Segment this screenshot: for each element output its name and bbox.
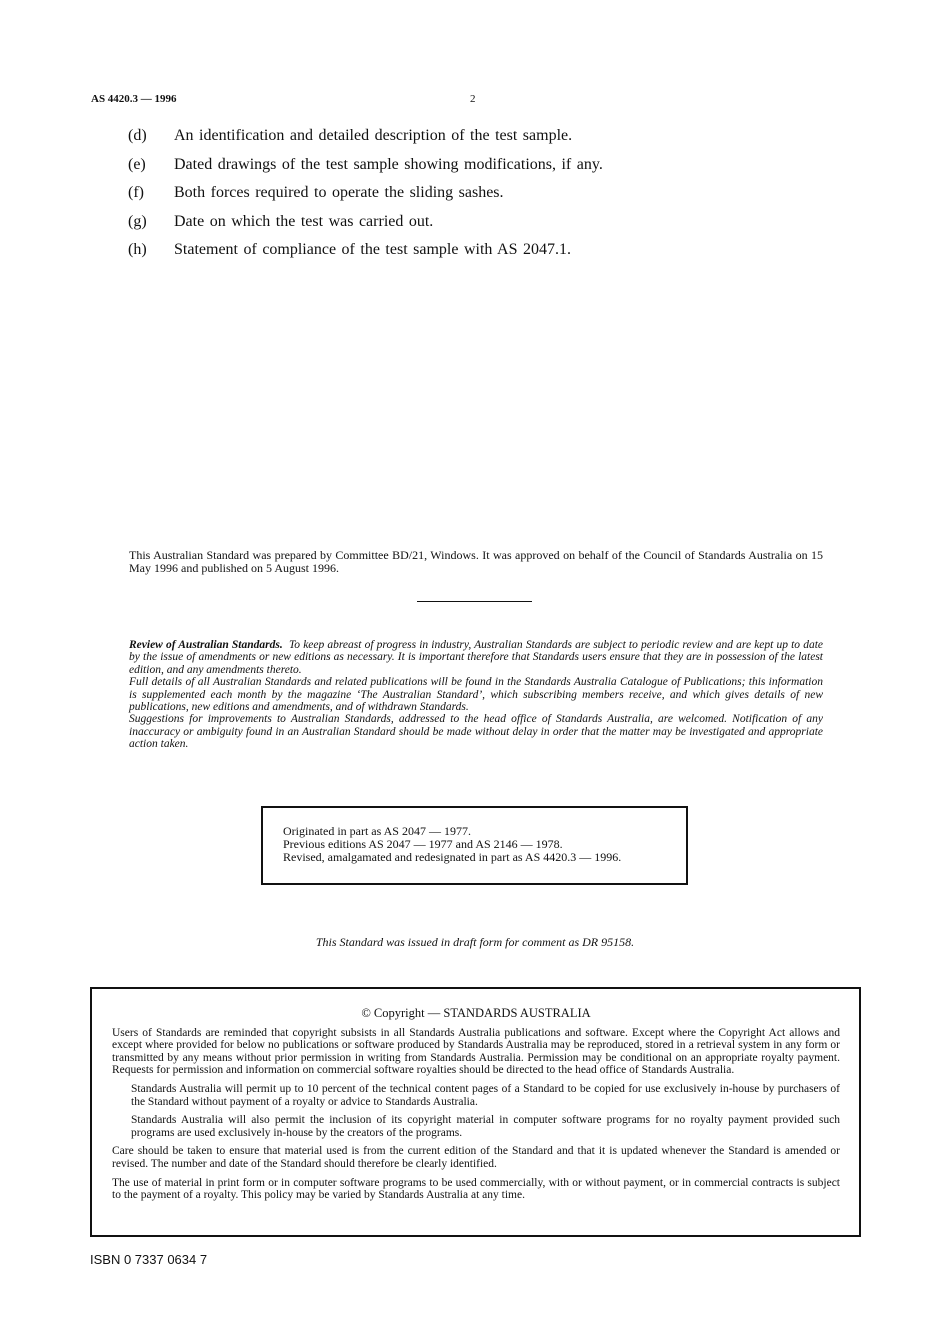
list-item xyxy=(128,155,828,184)
list-item-label: (g) xyxy=(128,212,147,230)
draft-note: This Standard was issued in draft form for comment as DR 95158. xyxy=(315,935,635,949)
list-item-text: Date on which the test was carried out. xyxy=(174,212,434,230)
copyright-paragraph: Standards Australia will permit up to 10 percent of the technical content pages of a Standard to be copied for use exclusively in-house by purchasers of the Standard without payment of a royalty or advice to Standards Australia. xyxy=(131,1082,840,1108)
list-item-label: (e) xyxy=(128,155,146,173)
review-paragraph: Suggestions for improvements to Australian Standards, addressed to the head office of Standards Australia, are welcomed. Notification of any inaccuracy or ambiguity found in an Australian Standard should be made without delay in order that the matter may be investigated and appropriate action taken. xyxy=(129,713,823,751)
list-item-text: Dated drawings of the test sample showing modifications, if any. xyxy=(174,155,603,173)
origin-line: Previous editions AS 2047 — 1977 and AS 2146 — 1978. xyxy=(283,837,563,851)
copyright-paragraph: The use of material in print form or in computer software programs to be used commercially, with or without payment, or in commercial contracts is subject to the payment of a royalty. This policy may be varied by Standards Australia at any time. xyxy=(112,1176,840,1202)
list-item-label: (h) xyxy=(128,241,147,259)
isbn: ISBN 0 7337 0634 7 xyxy=(90,1252,208,1267)
copyright-paragraph: Care should be taken to ensure that material used is from the current edition of the Standard and that it is updated whenever the Standard is amended or revised. The number and date of the Standard should therefore be clearly identified. xyxy=(112,1145,840,1170)
copyright-paragraph: Users of Standards are reminded that copyright subsists in all Standards Australia publications and software. Except where the Copyright Act allows and except where provided for below no publications or software produced by Standards Australia may be reproduced, stored in a retrieval system in any form or transmitted by any means without prior permission in writing from Standards Australia. Permission may be conditional on an appropriate royalty payment. Requests for permission and information on commercial software royalties should be directed to the head office of Standards Australia. xyxy=(112,1026,840,1077)
list-item-text: An identification and detailed description of the test sample. xyxy=(174,127,573,144)
list-item xyxy=(128,240,828,269)
origin-history-box xyxy=(261,806,688,885)
list-item-text: Statement of compliance of the test sample with AS 2047.1. xyxy=(174,241,571,259)
page-number: 2 xyxy=(470,93,476,105)
review-paragraph: Full details of all Australian Standards and related publications will be found in the Standards Australia Catalogue of Publications; this information is supplemented each month by the magazine ‘The Australian Standard’, which subscribing members receive, and which gives details of new publications, new editions and amendments, and of withdrawn Standards. xyxy=(129,676,823,714)
list-item-label: (d) xyxy=(128,127,147,144)
review-text: To keep abreast of progress in industry, Australian Standards are subject to periodic review and are kept up to date by the issue of amendments or new editions as necessary. It is important therefore that Standards users ensure that they are in possession of the latest edition, and any amendments thereto. xyxy=(129,639,823,676)
review-paragraph xyxy=(129,639,823,676)
review-lead: Review of Australian Standards. xyxy=(129,639,283,651)
list-item xyxy=(128,126,828,155)
copyright-title: © Copyright — STANDARDS AUSTRALIA xyxy=(361,1006,591,1020)
list-item xyxy=(128,212,828,241)
standard-designation: AS 4420.3 — 1996 xyxy=(91,93,177,105)
origin-line: Revised, amalgamated and redesignated in part as AS 4420.3 — 1996. xyxy=(283,850,622,864)
preparation-note: This Australian Standard was prepared by Committee BD/21, Windows. It was approved on behalf of the Council of Standards Australia on 15 May 1996 and published on 5 August 1996. xyxy=(129,548,823,575)
list-item xyxy=(128,183,828,212)
list-item-label: (f) xyxy=(128,184,144,202)
review-notice xyxy=(129,639,823,751)
section-divider xyxy=(417,601,532,602)
copyright-paragraph: Standards Australia will also permit the inclusion of its copyright material in computer software programs for no royalty payment provided such programs are used exclusively in-house by the creators of the programs. xyxy=(131,1114,840,1139)
origin-line: Originated in part as AS 2047 — 1977. xyxy=(283,824,471,838)
report-items-list xyxy=(128,126,828,269)
copyright-box xyxy=(90,987,861,1237)
list-item-text: Both forces required to operate the sliding sashes. xyxy=(174,184,504,202)
